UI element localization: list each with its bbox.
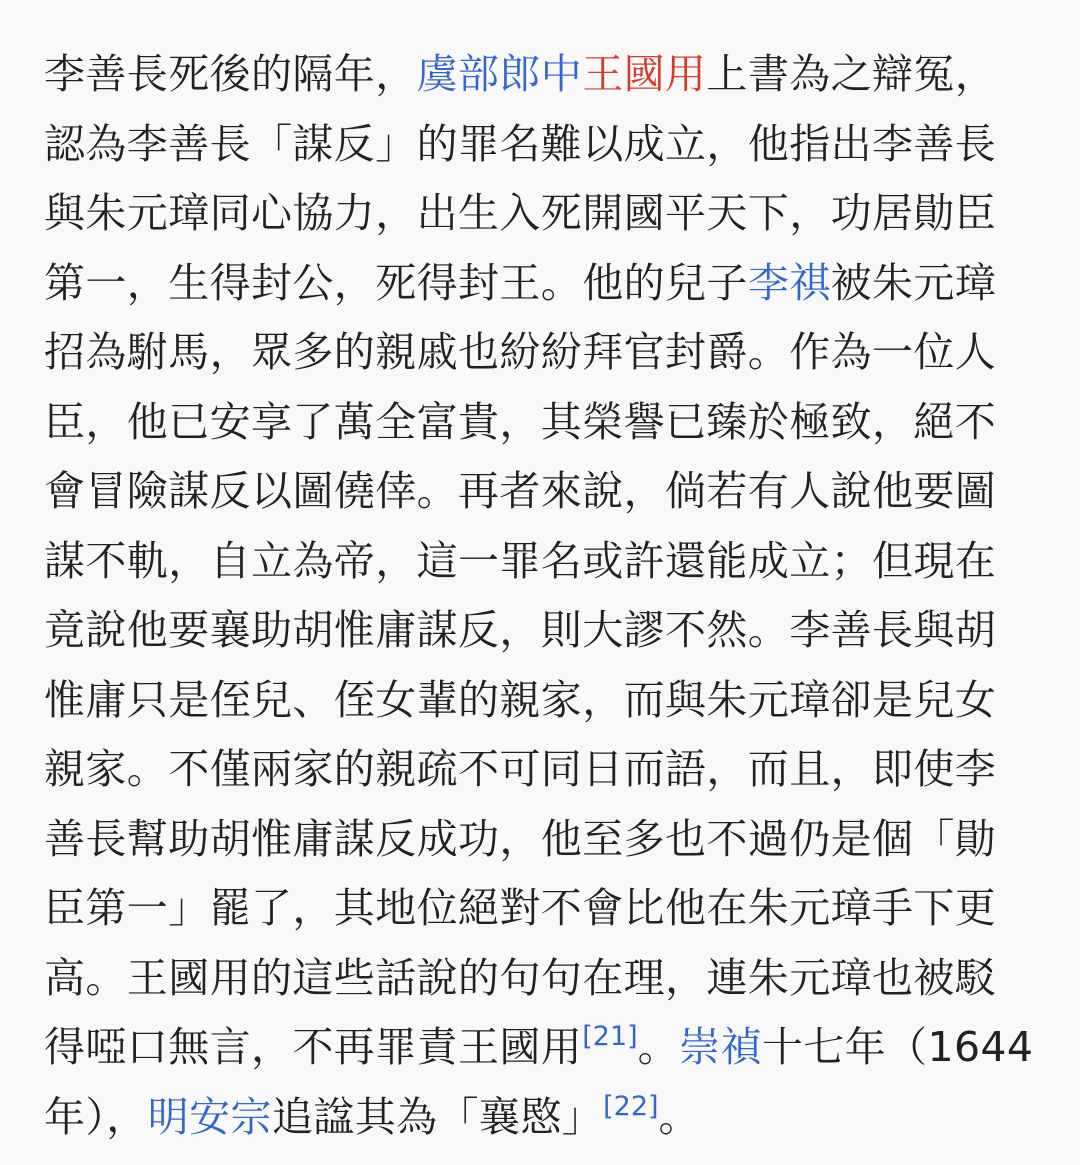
text-line bbox=[44, 805, 1044, 875]
text-run: 。 bbox=[658, 1092, 700, 1141]
text-run: 年）， bbox=[44, 1092, 148, 1141]
text-line bbox=[44, 318, 1044, 388]
text-run: 高。王國用的這些話說的句句在理，連朱元璋也被駁 bbox=[44, 953, 997, 1002]
text-line bbox=[44, 596, 1044, 666]
text-run: 追諡其為「襄愍」 bbox=[271, 1092, 604, 1141]
text-line bbox=[44, 527, 1044, 597]
text-run: 認為李善長「謀反」的罪名難以成立，他指出李善長 bbox=[44, 119, 997, 168]
text-run: 得啞口無言，不再罪責王國用 bbox=[44, 1023, 583, 1071]
text-run: 與朱元璋同心協力，出生入死開國平天下，功居勛臣 bbox=[44, 189, 997, 237]
link-wang-guoyong[interactable]: 王國用 bbox=[582, 50, 707, 98]
text-run: 第一，生得封公，死得封王。他的兒子 bbox=[44, 258, 748, 307]
text-line bbox=[44, 388, 1044, 458]
text-run: 會冒險謀反以圖僥倖。再者來說，倘若有人說他要圖 bbox=[44, 467, 997, 515]
citation-21[interactable]: [21] bbox=[582, 1021, 638, 1052]
text-line bbox=[44, 735, 1044, 805]
text-run: 招為駙馬，眾多的親戚也紛紛拜官封爵。作為一位人 bbox=[44, 328, 997, 376]
text-line bbox=[44, 1083, 1044, 1153]
text-run: 親家。不僅兩家的親疏不可同日而語，而且，即使李 bbox=[44, 745, 997, 793]
link-yubu-langzhong[interactable]: 虞部郎中 bbox=[416, 50, 583, 98]
text-run: 十七年（1644 bbox=[761, 1023, 1034, 1071]
text-run: 竟說他要襄助胡惟庸謀反，則大謬不然。李善長與胡 bbox=[44, 606, 997, 654]
text-run: 惟庸只是侄兒、侄女輩的親家，而與朱元璋卻是兒女 bbox=[44, 675, 997, 724]
text-run: 臣，他已安享了萬全富貴，其榮譽已臻於極致，絕不 bbox=[44, 397, 997, 446]
text-line bbox=[44, 179, 1044, 249]
citation-22[interactable]: [22] bbox=[603, 1090, 659, 1122]
text-run: 。 bbox=[637, 1023, 680, 1071]
text-run: 上書為之辯冤， bbox=[706, 50, 997, 98]
article-paragraph bbox=[44, 40, 1044, 1152]
text-run: 善長幫助胡惟庸謀反成功，他至多也不過仍是個「勛 bbox=[44, 814, 997, 863]
text-line bbox=[44, 110, 1044, 180]
text-run: 李善長死後的隔年， bbox=[44, 50, 417, 98]
text-line bbox=[44, 944, 1044, 1014]
text-line bbox=[44, 874, 1044, 944]
link-chongzhen[interactable]: 崇禎 bbox=[679, 1023, 762, 1071]
text-line bbox=[44, 457, 1044, 527]
text-line bbox=[44, 666, 1044, 736]
text-run: 被朱元璋 bbox=[830, 258, 997, 307]
text-run: 臣第一」罷了，其地位絕對不會比他在朱元璋手下更 bbox=[44, 884, 997, 932]
text-line bbox=[44, 1013, 1044, 1083]
text-line bbox=[44, 40, 1044, 110]
text-run: 謀不軌，自立為帝，這一罪名或許還能成立；但現在 bbox=[44, 536, 997, 585]
text-line bbox=[44, 249, 1044, 319]
link-ming-anzong[interactable]: 明安宗 bbox=[147, 1092, 272, 1141]
link-li-qi[interactable]: 李祺 bbox=[747, 258, 831, 307]
